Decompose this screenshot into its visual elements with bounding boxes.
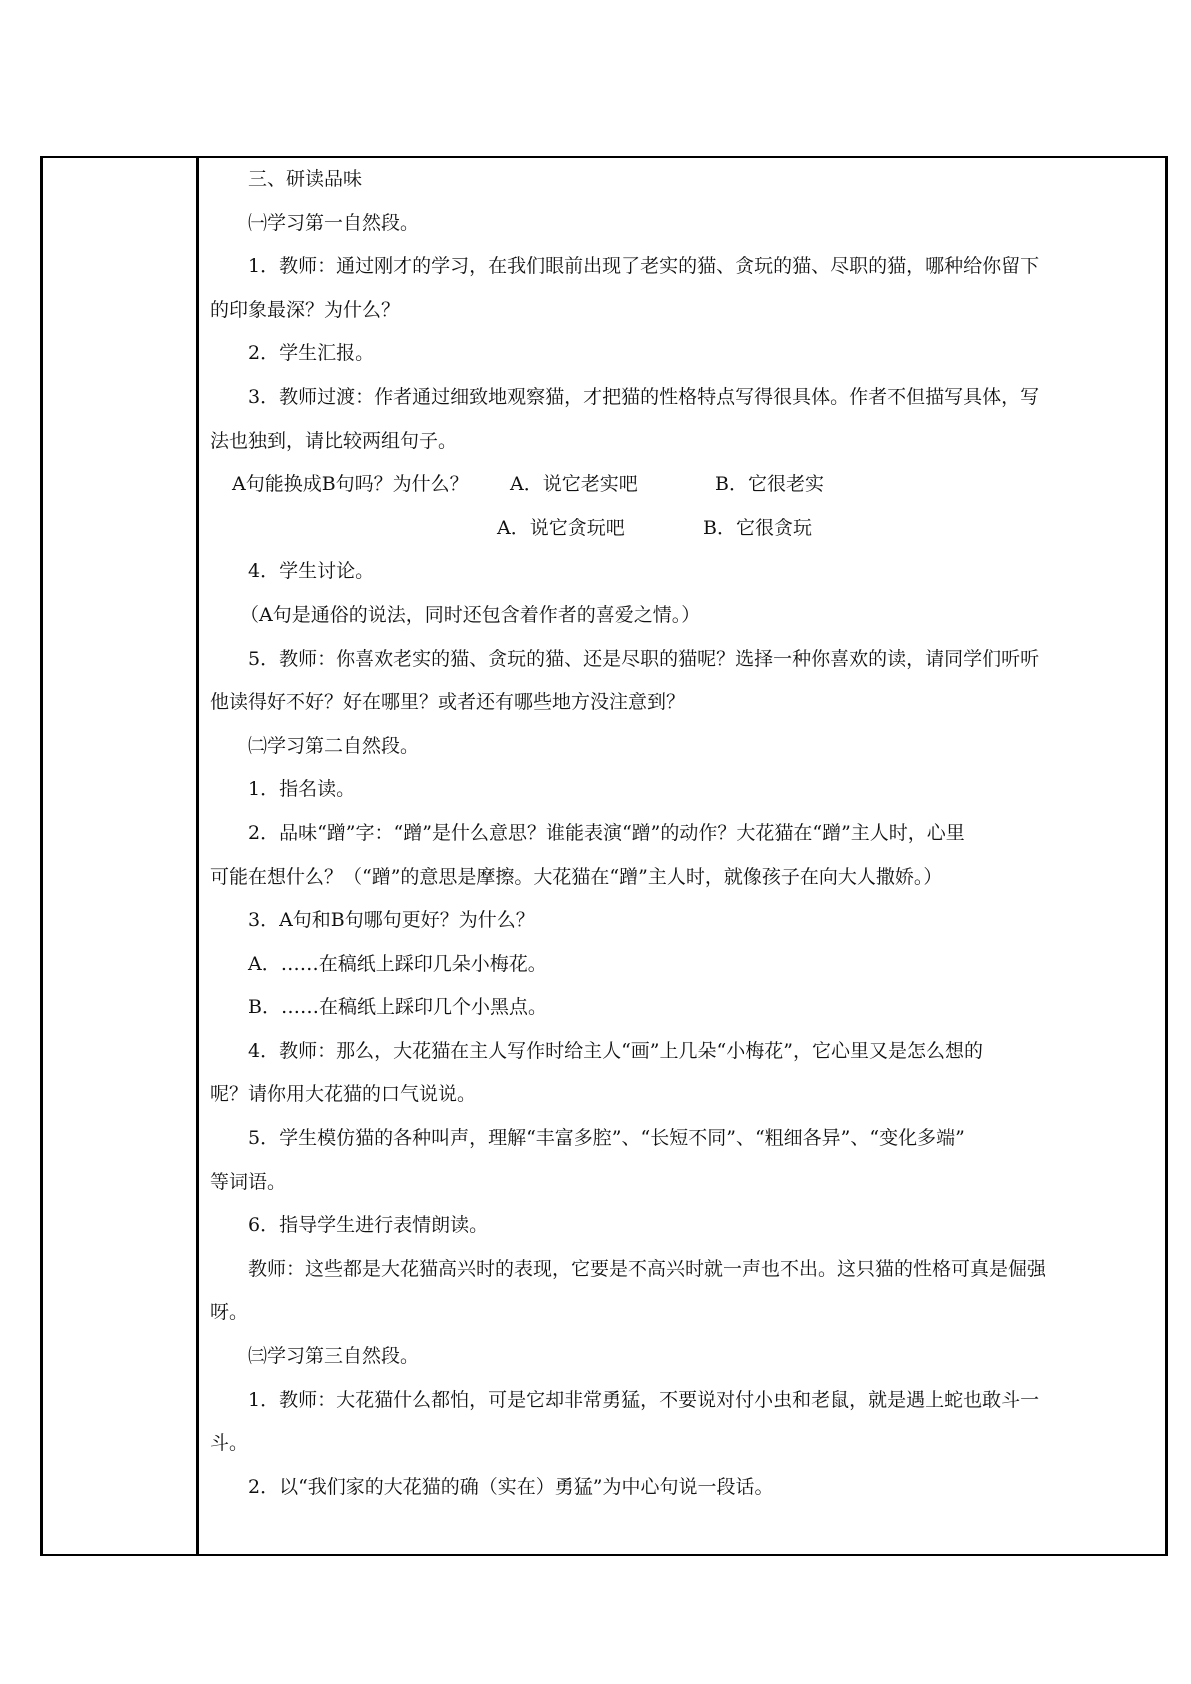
paragraph-line: （A句是通俗的说法，同时还包含着作者的喜爱之情。） <box>240 603 701 626</box>
paragraph-line: 1．教师：通过刚才的学习，在我们眼前出现了老实的猫、贪玩的猫、尽职的猫，哪种给你留下 <box>248 255 1040 278</box>
subsection-heading: ㈢学习第三自然段。 <box>248 1345 420 1368</box>
paragraph-line: 1．教师：大花猫什么都怕，可是它却非常勇猛，不要说对付小虫和老鼠，就是遇上蛇也敢斗一 <box>248 1388 1040 1411</box>
paragraph-line: 他读得好不好？好在哪里？或者还有哪些地方没注意到？ <box>210 691 686 714</box>
paragraph-line: 4．教师：那么，大花猫在主人写作时给主人“画”上几朵“小梅花”，它心里又是怎么想的 <box>248 1039 983 1062</box>
comparison-b: B．它很贪玩 <box>703 516 812 539</box>
paragraph-line: 4．学生讨论。 <box>248 560 375 583</box>
paragraph-line: 的印象最深？为什么？ <box>210 298 401 321</box>
lesson-content <box>210 158 1144 1509</box>
paragraph-line: 3．教师过渡：作者通过细致地观察猫，才把猫的性格特点写得很具体。作者不但描写具体，写 <box>248 385 1040 408</box>
paragraph-line: 呀。 <box>210 1301 249 1324</box>
paragraph-line: 1．指名读。 <box>248 778 356 801</box>
paragraph-line: 法也独到，请比较两组句子。 <box>210 429 458 452</box>
paragraph-line: 教师：这些都是大花猫高兴时的表现，它要是不高兴时就一声也不出。这只猫的性格可真是倔强 <box>248 1257 1047 1280</box>
paragraph-line: A．……在稿纸上踩印几朵小梅花。 <box>248 952 547 975</box>
paragraph-line: B．……在稿纸上踩印几个小黑点。 <box>248 996 547 1019</box>
paragraph-line: 斗。 <box>210 1432 249 1455</box>
comparison-b: B．它很老实 <box>715 473 824 496</box>
paragraph-line: 2．品味“蹭”字：“蹭”是什么意思？谁能表演“蹭”的动作？大花猫在“蹭”主人时，心里 <box>248 821 965 844</box>
comparison-a: A．说它贪玩吧 <box>497 516 625 539</box>
paragraph-line: 6．指导学生进行表情朗读。 <box>248 1214 489 1237</box>
paragraph-line: 可能在想什么？（“蹭”的意思是摩擦。大花猫在“蹭”主人时，就像孩子在向大人撒娇。） <box>210 865 943 888</box>
subsection-heading: ㈠学习第一自然段。 <box>248 211 420 234</box>
comparison-row-1 <box>210 463 1144 507</box>
paragraph-line: 呢？请你用大花猫的口气说说。 <box>210 1083 477 1106</box>
section-heading: 三、研读品味 <box>248 168 363 190</box>
paragraph-line: 5．学生模仿猫的各种叫声，理解“丰富多腔”、“长短不同”、“粗细各异”、“变化多端” <box>248 1127 965 1150</box>
column-divider <box>196 156 199 1556</box>
comparison-row-2 <box>210 507 1144 551</box>
comparison-a: A．说它老实吧 <box>510 473 638 496</box>
paragraph-line: 2．以“我们家的大花猫的确（实在）勇猛”为中心句说一段话。 <box>248 1475 774 1498</box>
paragraph-line: 2．学生汇报。 <box>248 342 375 365</box>
comparison-question: A句能换成B句吗？为什么？ <box>232 473 469 496</box>
paragraph-line: 5．教师：你喜欢老实的猫、贪玩的猫、还是尽职的猫呢？选择一种你喜欢的读，请同学们听听 <box>248 647 1040 670</box>
paragraph-line: 3．A句和B句哪句更好？为什么？ <box>248 909 535 932</box>
subsection-heading: ㈡学习第二自然段。 <box>248 734 420 757</box>
paragraph-line: 等词语。 <box>210 1170 287 1193</box>
